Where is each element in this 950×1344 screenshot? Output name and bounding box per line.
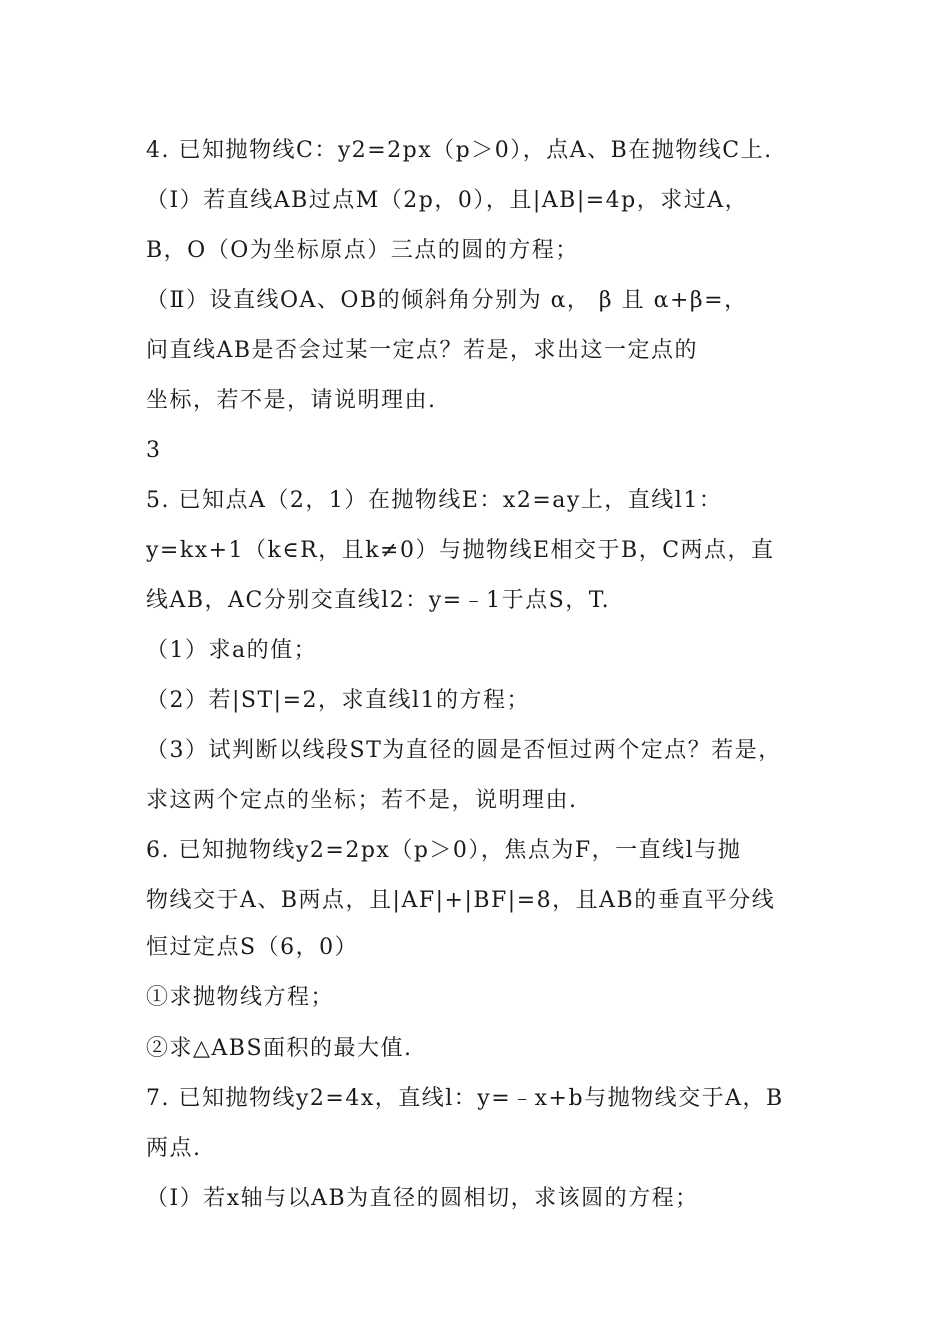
text-line: B，O（O为坐标原点）三点的圆的方程；: [146, 238, 579, 263]
text-line: 恒过定点S（6，0）: [146, 935, 359, 960]
text-line: 问直线AB是否会过某一定点？若是，求出这一定点的: [146, 338, 699, 363]
text-line: 线AB，AC分别交直线l2：y=﹣1于点S，T.: [146, 588, 611, 613]
text-line: 3: [146, 438, 162, 463]
text-line: （Ⅱ）设直线OA、OB的倾斜角分别为 α， β 且 α+β=，: [146, 288, 748, 313]
text-line: 4. 已知抛物线C：y2=2px（p＞0），点A、B在抛物线C上.: [146, 138, 773, 163]
text-line: y=kx+1（k∈R，且k≠0）与抛物线E相交于B，C两点，直: [146, 538, 775, 563]
text-line: （3）试判断以线段ST为直径的圆是否恒过两个定点？若是，: [146, 738, 782, 763]
text-line: 6. 已知抛物线y2=2px（p＞0），焦点为F，一直线l与抛: [146, 838, 742, 863]
text-line: （2）若|ST|=2，求直线l1的方程；: [146, 688, 531, 713]
text-line: （1）求a的值；: [146, 638, 318, 663]
text-line: ②求△ABS面积的最大值.: [146, 1036, 413, 1061]
text-line: 7. 已知抛物线y2=4x，直线l：y=﹣x+b与抛物线交于A，B: [146, 1086, 784, 1111]
text-line: （Ⅰ）若x轴与以AB为直径的圆相切，求该圆的方程；: [146, 1186, 699, 1211]
text-line: 坐标，若不是，请说明理由.: [146, 388, 437, 413]
text-line: 求这两个定点的坐标；若不是，说明理由.: [146, 788, 578, 813]
text-line: 物线交于A、B两点，且|AF|+|BF|=8，且AB的垂直平分线: [146, 888, 776, 913]
text-line: 5. 已知点A（2，1）在抛物线E：x2=ay上，直线l1：: [146, 488, 723, 513]
text-line: 两点.: [146, 1136, 202, 1161]
text-line: ①求抛物线方程；: [146, 985, 335, 1010]
text-line: （Ⅰ）若直线AB过点M（2p，0），且|AB|=4p，求过A，: [146, 188, 749, 213]
